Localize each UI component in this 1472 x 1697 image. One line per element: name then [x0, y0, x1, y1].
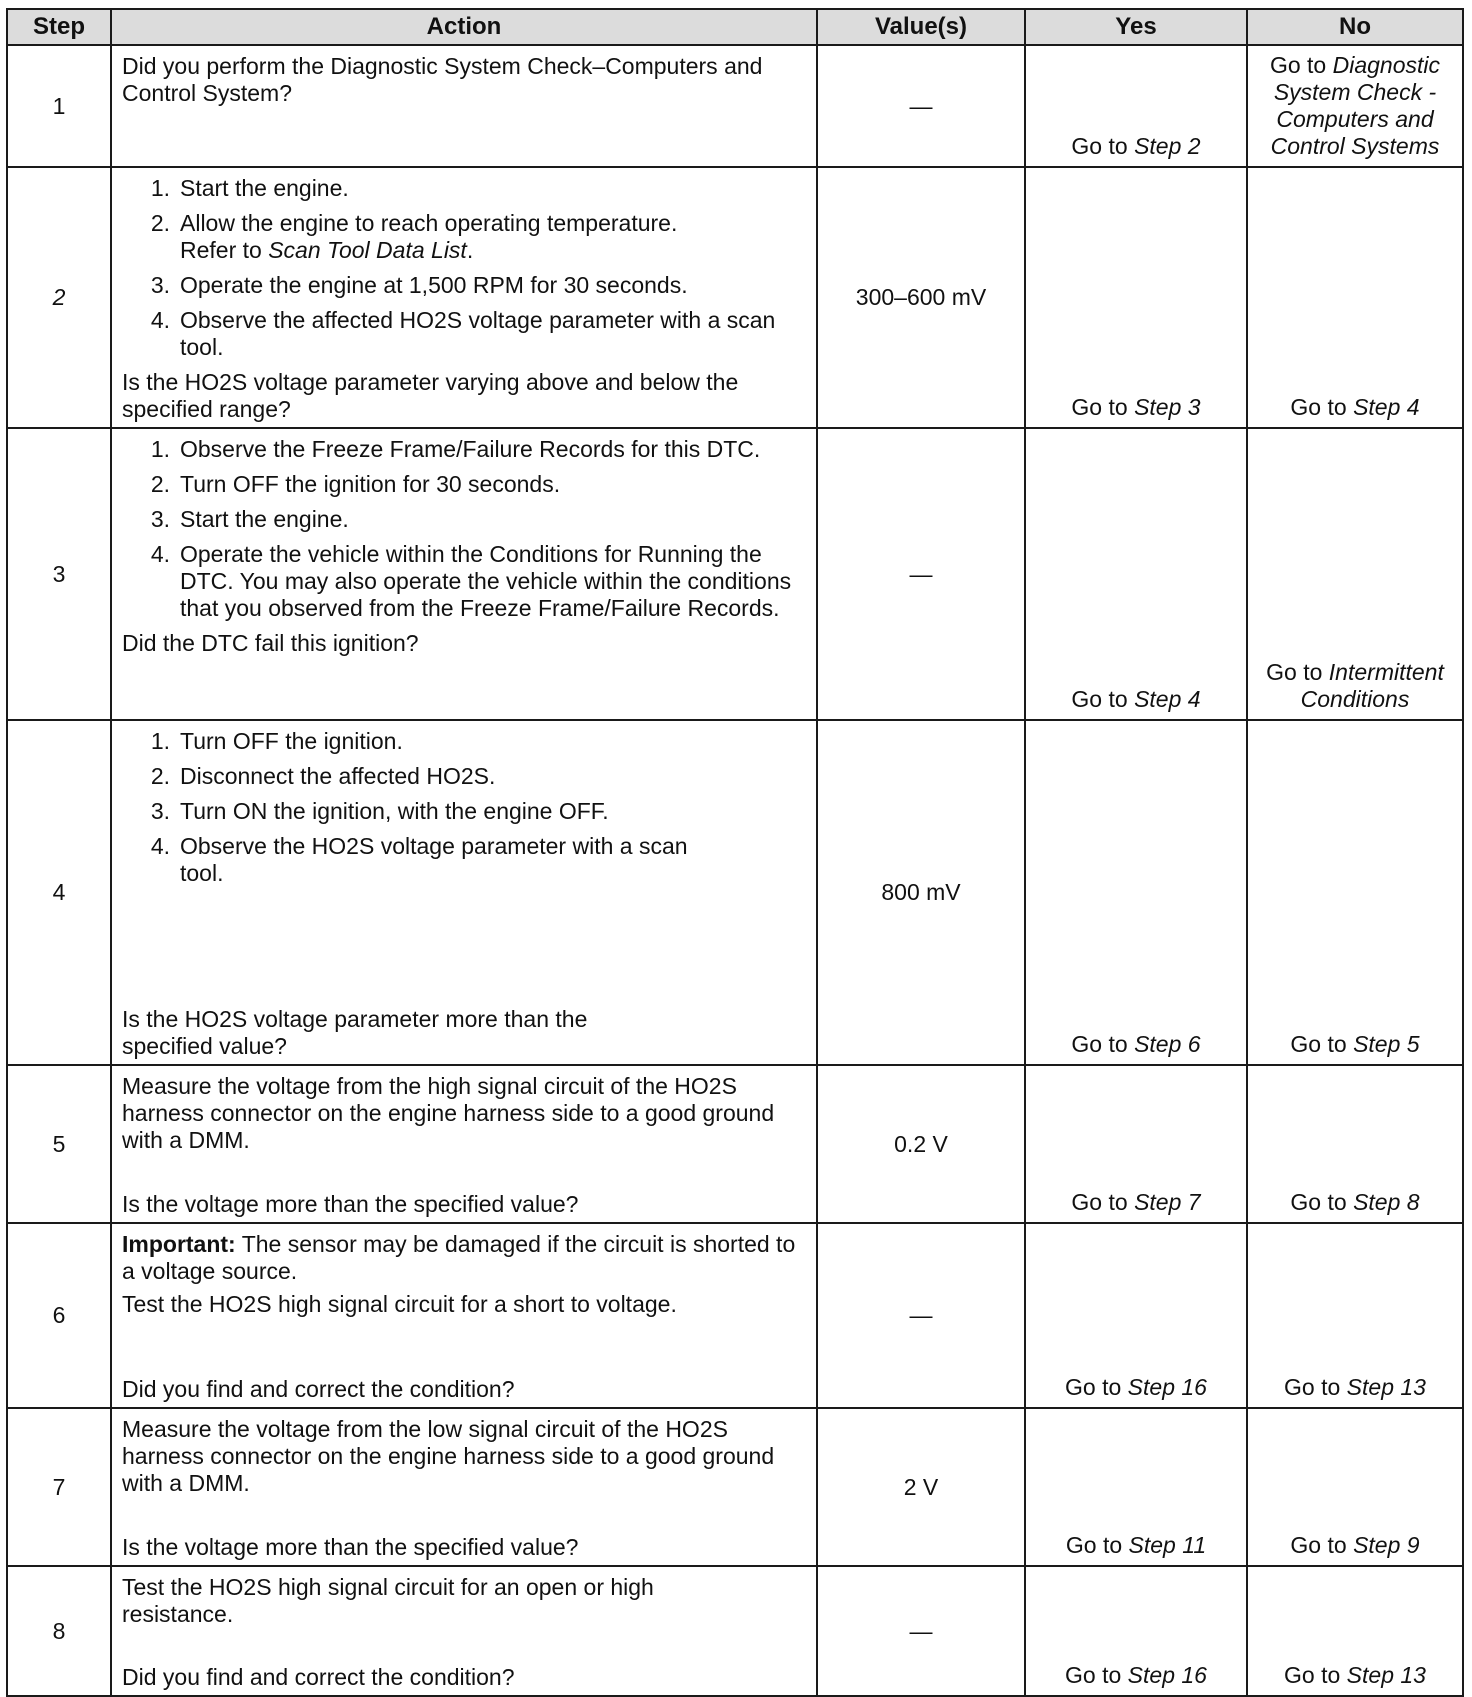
step-number: 7	[7, 1408, 111, 1566]
list-item: 1. Start the engine.	[150, 175, 349, 201]
list-item: 4. Operate the vehicle within the Conditions for Running the DTC. You may also operate the vehicle within the conditions that you observed from the Freeze Frame/Failure Records.	[150, 541, 792, 621]
action-text: Measure the voltage from the low signal circuit of the HO2S harness connector on the engine harness side to a good ground with a DMM.	[122, 1416, 775, 1496]
yes-prefix: Go to	[1071, 1031, 1135, 1057]
value-cell: 2 V	[817, 1408, 1025, 1566]
list-item: 4. Observe the HO2S voltage parameter with a scan tool.	[150, 833, 688, 886]
value-cell: —	[817, 45, 1025, 167]
list-item: 4. Observe the affected HO2S voltage parameter with a scan tool.	[150, 307, 776, 360]
action-cell	[111, 1408, 817, 1566]
yes-cell	[1025, 1408, 1247, 1566]
yes-prefix: Go to	[1071, 394, 1135, 420]
yes-cell	[1025, 1223, 1247, 1408]
no-prefix: Go to	[1290, 1189, 1354, 1215]
header-step: Step	[7, 9, 111, 45]
yes-prefix: Go to	[1065, 1532, 1129, 1558]
header-row	[7, 9, 1463, 45]
value-cell: 800 mV	[817, 720, 1025, 1065]
no-step-link[interactable]: Step 8	[1353, 1189, 1420, 1215]
value-cell: —	[817, 1566, 1025, 1696]
list-item: 3. Operate the engine at 1,500 RPM for 30 seconds.	[150, 272, 688, 298]
yes-step-link[interactable]: Step 6	[1134, 1031, 1201, 1057]
no-prefix: Go to	[1284, 1662, 1347, 1688]
action-question: Is the voltage more than the specified value?	[122, 1191, 579, 1217]
diagnostic-table	[6, 8, 1464, 1697]
yes-step-link[interactable]: Step 7	[1134, 1189, 1201, 1215]
important-note	[122, 1231, 796, 1285]
action-cell	[111, 720, 817, 1065]
value-cell: 0.2 V	[817, 1065, 1025, 1223]
no-cell	[1247, 1065, 1463, 1223]
list-item: 3. Turn ON the ignition, with the engine OFF.	[150, 798, 609, 824]
list-item: 1. Turn OFF the ignition.	[150, 728, 403, 754]
step-number: 4	[7, 720, 111, 1065]
action-cell	[111, 167, 817, 428]
no-step-link[interactable]: Step 5	[1353, 1031, 1420, 1057]
yes-cell	[1025, 45, 1247, 167]
yes-prefix: Go to	[1071, 1189, 1135, 1215]
action-question: Is the HO2S voltage parameter varying above and below the specified range?	[122, 369, 739, 422]
list-item: 2. Disconnect the affected HO2S.	[150, 763, 496, 789]
step-row-7	[7, 1408, 1463, 1566]
step-row-8	[7, 1566, 1463, 1696]
value-cell: —	[817, 428, 1025, 720]
action-question: Is the HO2S voltage parameter more than the specified value?	[122, 1006, 588, 1059]
action-cell	[111, 1223, 817, 1408]
no-prefix: Go to	[1284, 1374, 1347, 1400]
step-row-6	[7, 1223, 1463, 1408]
no-cell	[1247, 167, 1463, 428]
action-question: Did you perform the Diagnostic System Check–Computers and Control System?	[122, 53, 763, 106]
no-step-link[interactable]: Step 13	[1346, 1662, 1426, 1688]
no-step-link[interactable]: Step 9	[1353, 1532, 1420, 1558]
action-cell	[111, 428, 817, 720]
yes-cell	[1025, 167, 1247, 428]
reference-link[interactable]: Scan Tool Data List	[268, 237, 467, 263]
yes-step-link[interactable]: Step 4	[1134, 686, 1201, 712]
step-number: 6	[7, 1223, 111, 1408]
yes-cell	[1025, 1065, 1247, 1223]
action-question: Did you find and correct the condition?	[122, 1376, 515, 1402]
action-steps-list	[122, 728, 796, 895]
header-values: Value(s)	[817, 9, 1025, 45]
action-cell	[111, 45, 817, 167]
step-row-1	[7, 45, 1463, 167]
action-question: Did you find and correct the condition?	[122, 1664, 515, 1690]
yes-cell	[1025, 720, 1247, 1065]
step-row-4	[7, 720, 1463, 1065]
action-cell	[111, 1065, 817, 1223]
list-item: 2. Allow the engine to reach operating temperature. Refer to Scan Tool Data List.	[150, 210, 678, 263]
yes-step-link[interactable]: Step 16	[1127, 1374, 1207, 1400]
no-cell	[1247, 1223, 1463, 1408]
action-text: Test the HO2S high signal circuit for a short to voltage.	[122, 1291, 677, 1317]
action-question: Did the DTC fail this ignition?	[122, 630, 419, 656]
no-prefix: Go to	[1290, 1532, 1354, 1558]
action-steps-list	[122, 175, 796, 361]
step-row-5	[7, 1065, 1463, 1223]
no-step-link[interactable]: Step 13	[1346, 1374, 1426, 1400]
no-cell	[1247, 720, 1463, 1065]
yes-step-link[interactable]: Step 2	[1134, 133, 1201, 159]
list-item: 1. Observe the Freeze Frame/Failure Records for this DTC.	[150, 436, 761, 462]
no-prefix: Go to	[1269, 52, 1333, 78]
no-step-link[interactable]: Intermittent Conditions	[1300, 659, 1444, 712]
action-text: Measure the voltage from the high signal circuit of the HO2S harness connector on the engine harness side to a good ground with a DMM.	[122, 1073, 775, 1153]
header-no: No	[1247, 9, 1463, 45]
no-cell	[1247, 1566, 1463, 1696]
action-cell	[111, 1566, 817, 1696]
value-cell: —	[817, 1223, 1025, 1408]
yes-step-link[interactable]: Step 16	[1127, 1662, 1207, 1688]
value-cell: 300–600 mV	[817, 167, 1025, 428]
important-label: Important:	[122, 1231, 236, 1257]
step-number: 5	[7, 1065, 111, 1223]
no-prefix: Go to	[1266, 659, 1329, 685]
step-number: 1	[7, 45, 111, 167]
step-row-3	[7, 428, 1463, 720]
action-question: Is the voltage more than the specified value?	[122, 1534, 579, 1560]
list-item: 3. Start the engine.	[150, 506, 349, 532]
no-cell	[1247, 1408, 1463, 1566]
yes-step-link[interactable]: Step 3	[1134, 394, 1201, 420]
step-number: 8	[7, 1566, 111, 1696]
yes-cell	[1025, 428, 1247, 720]
no-step-link[interactable]: Step 4	[1353, 394, 1420, 420]
action-steps-list	[122, 436, 796, 622]
no-cell	[1247, 428, 1463, 720]
yes-cell	[1025, 1566, 1247, 1696]
yes-prefix: Go to	[1065, 1662, 1128, 1688]
yes-step-link[interactable]: Step 11	[1128, 1532, 1207, 1558]
header-yes: Yes	[1025, 9, 1247, 45]
action-text: Test the HO2S high signal circuit for an open or high resistance.	[122, 1574, 654, 1627]
important-text: The sensor may be damaged if the circuit is shorted to a voltage source.	[122, 1231, 796, 1284]
no-step-link[interactable]: Diagnostic System Check - Computers and Control Systems	[1270, 52, 1441, 159]
list-item: 2. Turn OFF the ignition for 30 seconds.	[150, 471, 561, 497]
no-cell	[1247, 45, 1463, 167]
step-row-2	[7, 167, 1463, 428]
step-number: 3	[7, 428, 111, 720]
header-action: Action	[111, 9, 817, 45]
yes-prefix: Go to	[1065, 1374, 1128, 1400]
no-prefix: Go to	[1290, 1031, 1354, 1057]
yes-prefix: Go to	[1071, 133, 1135, 159]
step-number: 2	[7, 167, 111, 428]
yes-prefix: Go to	[1071, 686, 1135, 712]
no-prefix: Go to	[1290, 394, 1354, 420]
